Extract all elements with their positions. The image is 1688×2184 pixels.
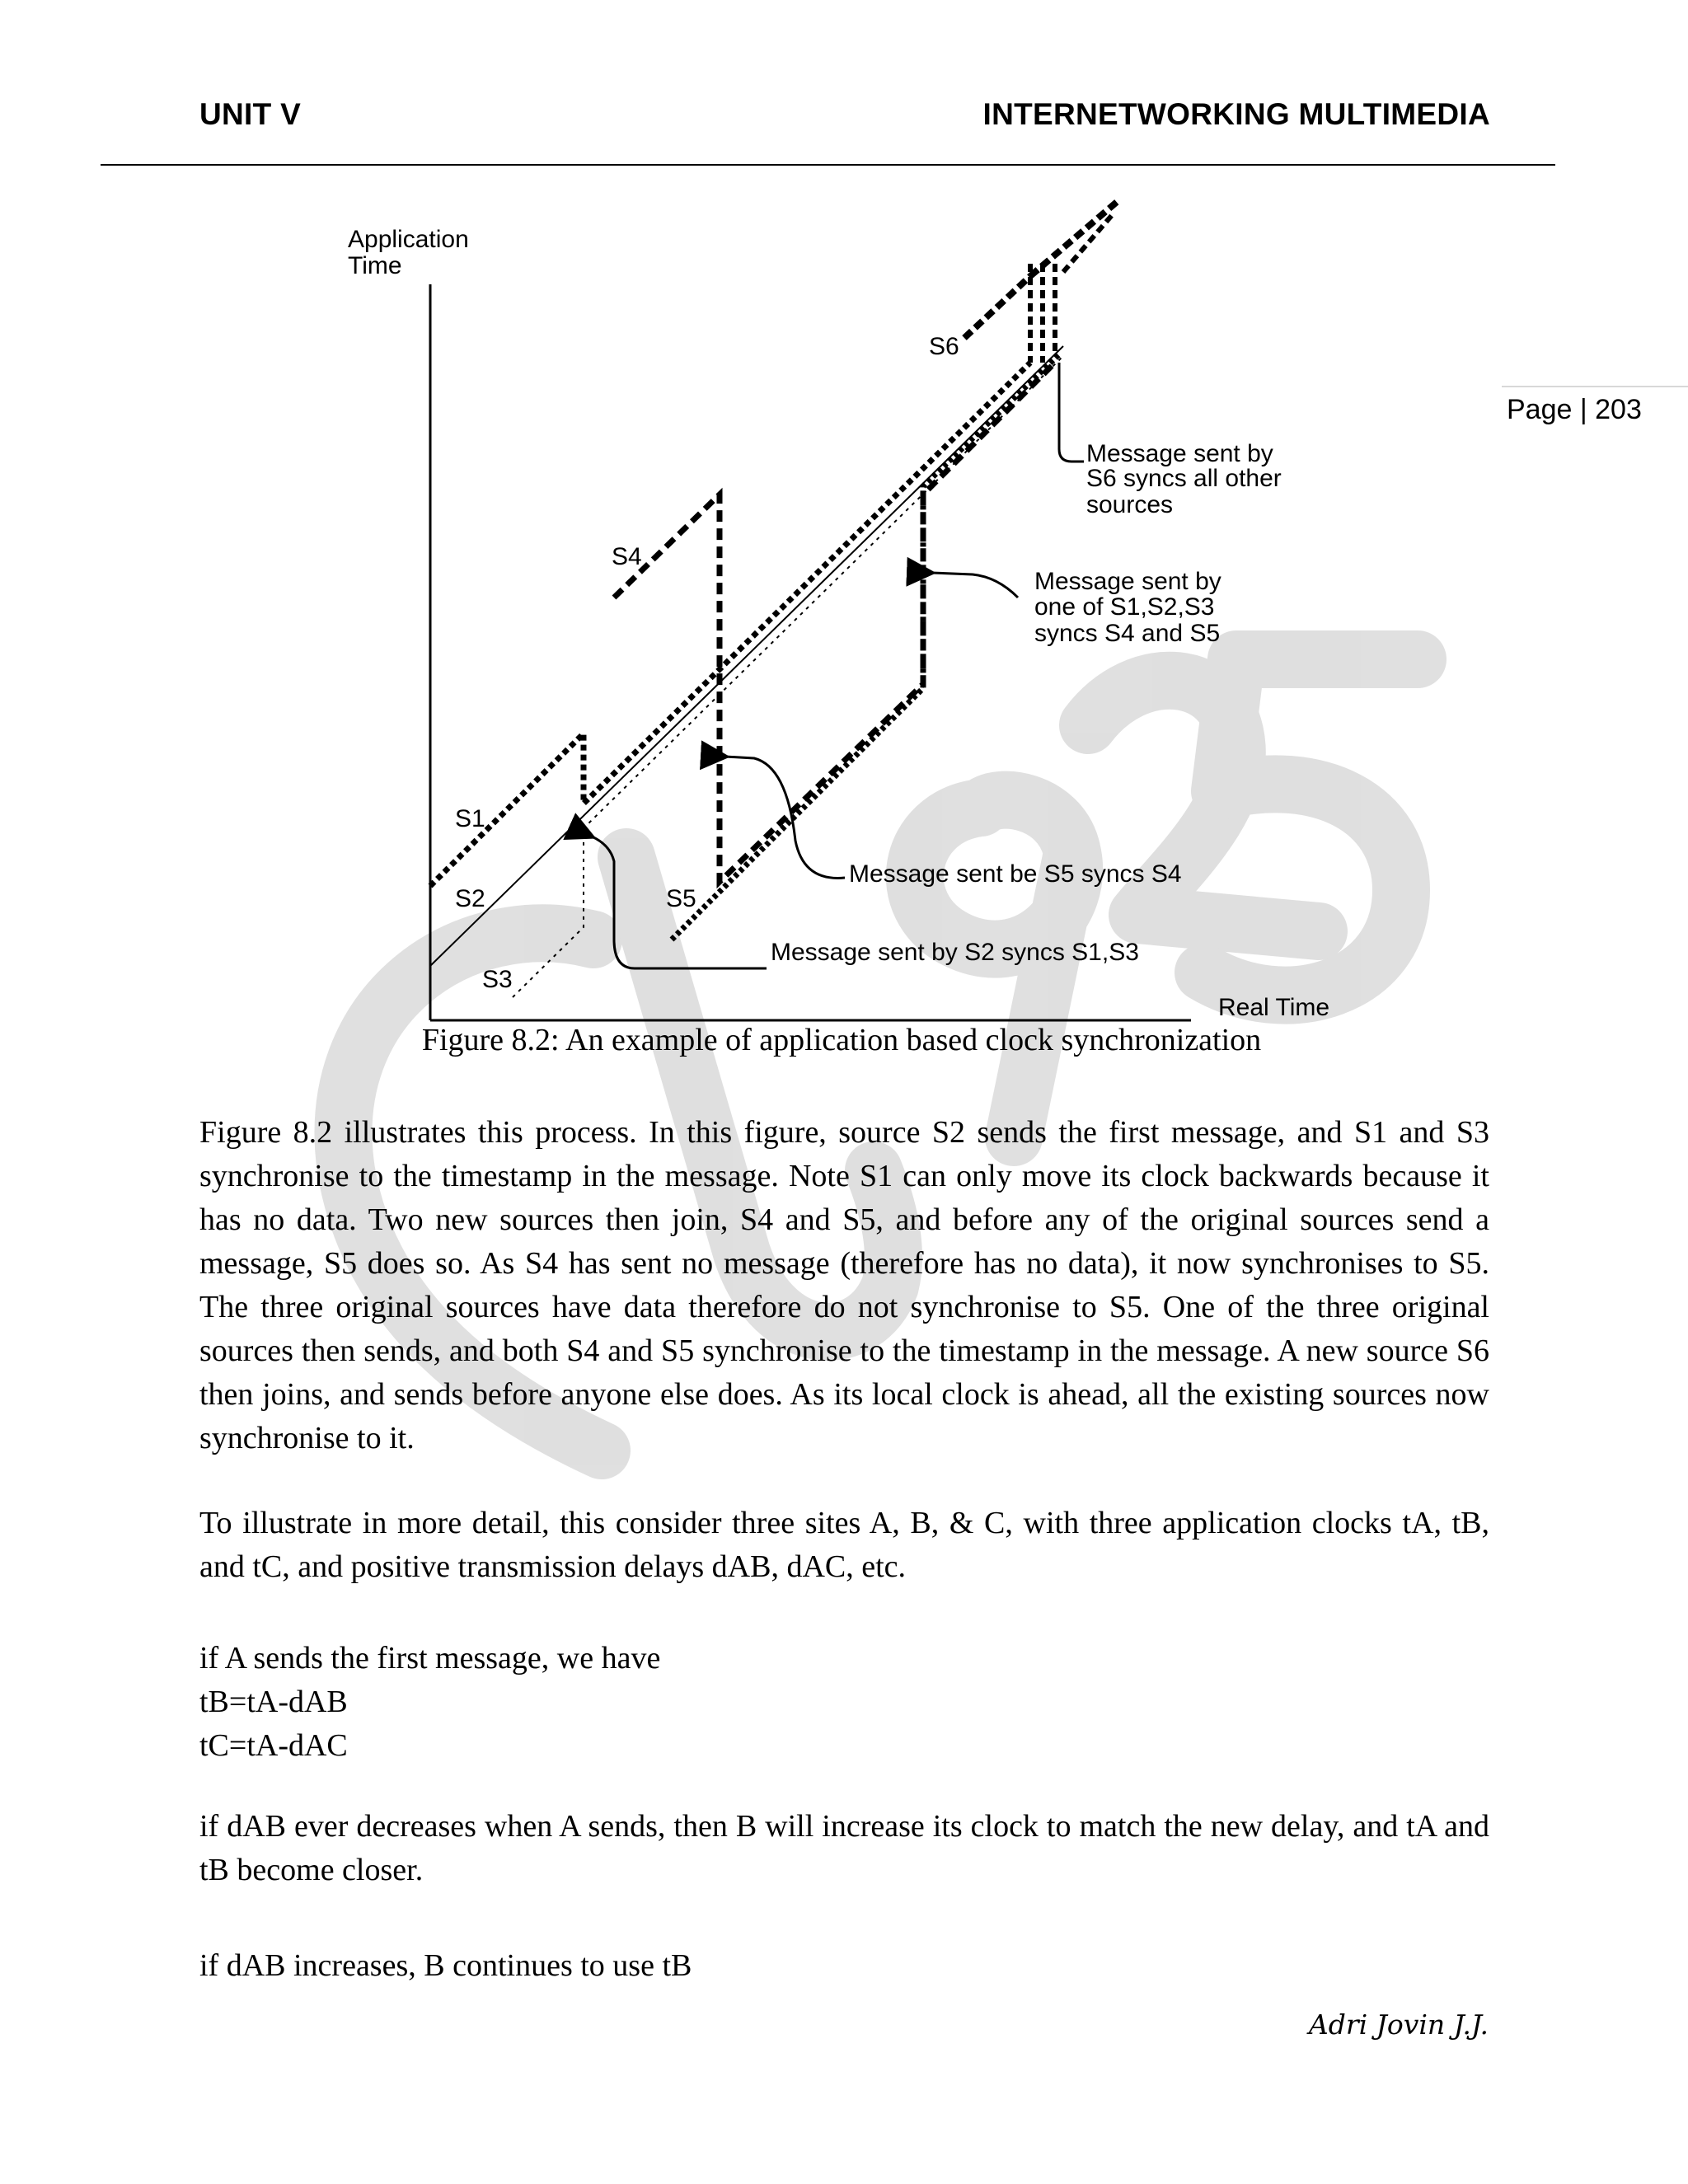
source-label-s2: S2 <box>455 885 485 912</box>
s5-line <box>672 354 1059 940</box>
s6-annotation-line2: S6 syncs all other <box>1086 465 1282 492</box>
s1-line <box>430 363 1030 886</box>
source-label-s6: S6 <box>929 333 959 360</box>
s6-sync-lines <box>1030 214 1113 363</box>
paragraph-3: if A sends the first message, we have <box>199 1641 661 1675</box>
subject-heading: INTERNETWORKING MULTIMEDIA <box>982 97 1490 131</box>
s123-annotation-line2: one of S1,S2,S3 <box>1034 593 1215 621</box>
source-label-s3: S3 <box>482 966 513 993</box>
s5-annotation: Message sent be S5 syncs S4 <box>849 860 1182 888</box>
x-axis-label: Real Time <box>1218 994 1330 1021</box>
clock-sync-figure <box>0 0 1688 1030</box>
s6-annotation-line3: sources <box>1086 491 1174 518</box>
equation-2: tC=tA-dAC <box>199 1728 348 1763</box>
s6-pointer <box>1059 363 1084 462</box>
s123-annotation-line1: Message sent by <box>1034 568 1221 595</box>
paragraph-4: if dAB ever decreases when A sends, then B will increase its clock to match the new delay, and tA and tB become closer. <box>199 1809 1489 1887</box>
paragraph-1: Figure 8.2 illustrates this process. In this figure, source S2 sends the first message, and S1 and S3 synchronise to the timestamp in the message. Note S1 can only move its clock backwards because it has no data. Two new sources then join, S4 and S5, and before any of the original sources send a message, S5 does so. As S4 has sent no message (therefore has no data), it now synchronises to S5. The three original sources have data therefore do not synchronise to S5. One of the three original sources then sends, and both S4 and S5 synchronise to the timestamp in the message. A new source S6 then joins, and sends before anyone else does. As its local clock is ahead, all the existing sources now synchronise to it. <box>199 1115 1489 1455</box>
source-label-s5: S5 <box>666 885 696 912</box>
y-axis-label-line1: Application <box>348 226 469 253</box>
s123-pointer <box>931 573 1018 598</box>
paragraph-2: To illustrate in more detail, this consider three sites A, B, & C, with three application clocks tA, tB, and tC, and positive transmission delays dAB, dAC, etc. <box>199 1506 1489 1584</box>
paragraph-5: if dAB increases, B continues to use tB <box>199 1948 692 1983</box>
author-signature: Adri Jovin J.J. <box>1308 2008 1489 2041</box>
s3-line <box>513 356 1063 997</box>
source-label-s4: S4 <box>612 543 642 570</box>
axes <box>430 284 1191 1020</box>
s4-line <box>614 363 1055 882</box>
s6-annotation-line1: Message sent by <box>1086 440 1273 467</box>
equation-1: tB=tA-dAB <box>199 1685 348 1719</box>
source-label-s1: S1 <box>455 805 485 832</box>
page-number: Page | 203 <box>1507 394 1642 425</box>
s2-annotation: Message sent by S2 syncs S1,S3 <box>771 939 1139 966</box>
s123-annotation-line3: syncs S4 and S5 <box>1034 620 1221 647</box>
figure-caption: Figure 8.2: An example of application based clock synchronization <box>421 1023 1262 1057</box>
y-axis-label-line2: Time <box>348 252 402 279</box>
unit-heading: UNIT V <box>199 97 302 131</box>
